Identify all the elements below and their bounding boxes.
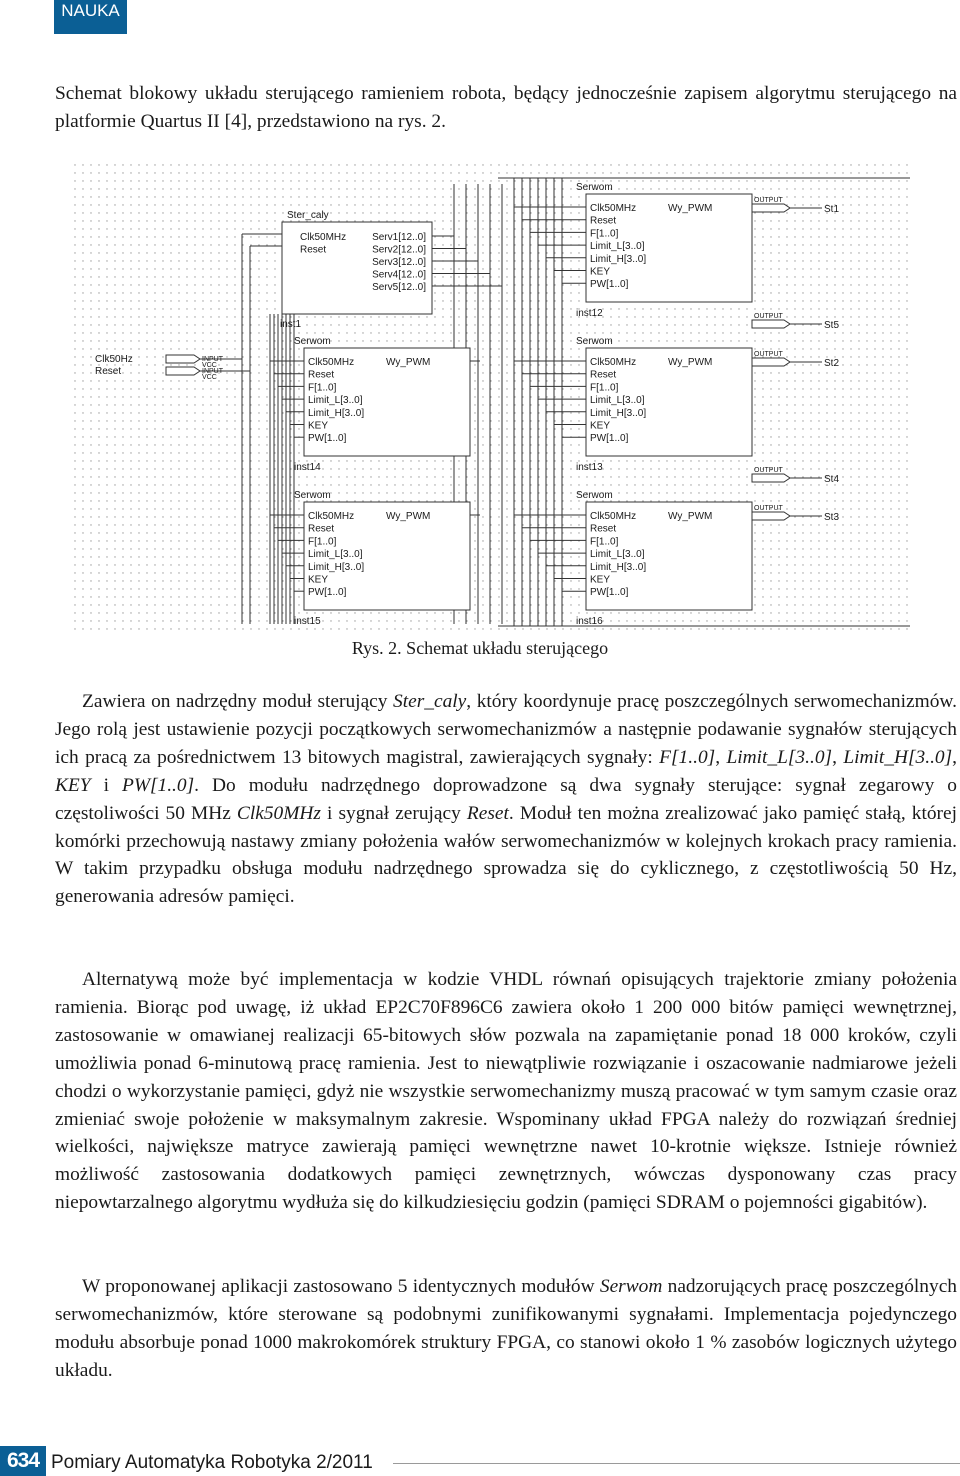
paragraph-2: Alternatywą może być implementacja w kodzie VHDL równań opisujących trajektorie zmiany położenia ramienia. Biorąc pod uwagę, iż układ EP2C70F896C6 zawiera około 1 200 000 bitów pamięci wewnętrznej, zastosowanie w omawianej realizacji 65-bitowych słów pozwala na zapamiętanie ponad 18 000 kroków, czyli umożliwia ponad 6-minutową pracę ramienia. Jest to niewątpliwie rozwiązanie i oszacowanie nadmiarowe jeżeli chodzi o wykorzystanie pamięci, gdyż nie wszystkie serwomechanizmy muszą pracować w tym samym czasie oraz zmieniać swoje położenie w maksymalnym zakresie. Wspominany układ FPGA należy do rozwiązań średniej wielkości, największe matryce zawierają pamięci wewnętrzne nawet 10-krotnie większe. Istnieje również możliwość zastosowania dodatkowych pamięci zewnętrznych, wówczas dysponowany czas pracy niepowtarzalnego algorytmu wydłuża się do kilkudziesięciu godzin (pamięci SDRAM o pojemności gigabitów). <box>55 969 957 1214</box>
p3-text-1: W proponowanej aplikacji zastosowano 5 identycznych modułów <box>82 1276 600 1297</box>
servo-port: PW[1..0] <box>590 587 629 599</box>
servo-port: PW[1..0] <box>590 279 629 291</box>
figure-caption: Rys. 2. Schemat układu sterującego <box>351 638 609 658</box>
page-number: 634 <box>0 1446 46 1476</box>
output-pin-name: St5 <box>824 320 840 331</box>
p1-text-4: i sygnał zerujący <box>320 802 467 824</box>
p1-limit-h: Limit_H[3..0] <box>843 746 953 768</box>
servo-module <box>294 336 470 473</box>
output-pin-shape <box>752 204 790 212</box>
servo-port: Clk50MHz <box>308 511 355 522</box>
p1-text-1: Zawiera on nadrzędny moduł sterujący <box>82 691 394 712</box>
output-pin-tag: OUTPUT <box>754 197 783 204</box>
output-pin-name: St1 <box>824 204 840 215</box>
p1-text-5: . Moduł ten można zrealizować jako pamięć stałą, której komórki przechowują nastawy zmiany położenia wałów serwomechanizmów w kolejnych krokach pracy ramienia. W takim przypadku obsługa modułu nadrzędnego sprowadza się do cyklicznego, z częstotliwością 50 Hz, generowania adresów pamięci. <box>55 802 957 908</box>
servo-instance: inst12 <box>576 308 603 319</box>
servo-port: F[1..0] <box>590 536 619 548</box>
output-pin-name: St3 <box>824 512 840 523</box>
output-pin-shape <box>752 320 790 328</box>
servo-port: PW[1..0] <box>308 587 347 599</box>
master-instance: inst1 <box>280 319 302 330</box>
input-pin-tag: INPUT <box>202 368 223 375</box>
servo-port: Clk50MHz <box>590 511 637 522</box>
input-pin-vcc: VCC <box>202 374 217 381</box>
servo-port: F[1..0] <box>308 536 337 548</box>
servo-port: PW[1..0] <box>308 433 347 445</box>
servo-port: PW[1..0] <box>590 433 629 445</box>
master-output-port: Serv5[12..0] <box>372 282 426 293</box>
servo-port: Reset <box>308 369 335 381</box>
p1-sep-4: i <box>90 774 122 796</box>
schematic-diagram <box>74 164 910 632</box>
master-output-port: Serv2[12..0] <box>372 244 426 256</box>
servo-title: Serwom <box>294 336 331 347</box>
servo-port: Clk50MHz <box>308 357 355 368</box>
p1-sep-3: , <box>952 746 958 768</box>
output-pin-name: St2 <box>824 358 840 369</box>
intro-paragraph: Schemat blokowy układu sterującego ramieniem robota, będący jednocześnie zapisem algorytmu sterującego na platformie Quartus II [4], przedstawiono na rys. 2. <box>55 83 957 132</box>
servo-port: Limit_L[3..0] <box>308 395 363 407</box>
master-output-port: Serv4[12..0] <box>372 269 426 281</box>
p1-reset: Reset <box>466 802 509 824</box>
input-pin-name: Clk50Hz <box>95 354 133 365</box>
servo-port: KEY <box>308 574 329 586</box>
servo-title: Serwom <box>576 182 613 193</box>
schematic-figure <box>74 164 910 632</box>
p3-text-2: nadzorujących pracę poszczególnych serwomechanizmów, które sterowane są podobnymi zunifikowanymi sygnałami. Implementacja pojedynczego modułu absorbuje ponad 1000 makrokomórek struktury FPGA, co stanowi około 1 % zasobów logicznych użytego układu. <box>55 1276 957 1381</box>
section-label: NAUKA <box>54 0 127 34</box>
servo-port: Limit_L[3..0] <box>308 549 363 561</box>
p1-key: KEY <box>55 774 91 796</box>
servo-module <box>294 490 470 627</box>
journal-name: Pomiary Automatyka Robotyka 2/2011 <box>51 1452 373 1473</box>
servo-port: Limit_L[3..0] <box>590 241 645 253</box>
master-input-port: Reset <box>300 244 327 256</box>
p1-f-signal: F[1..0] <box>659 746 716 768</box>
servo-instance: inst15 <box>294 616 321 627</box>
servo-port: F[1..0] <box>590 228 619 240</box>
input-pin-shape <box>166 367 200 375</box>
servo-output-port: Wy_PWM <box>668 511 713 522</box>
p1-pw: PW[1..0] <box>121 774 195 796</box>
servo-output-port: Wy_PWM <box>386 511 431 522</box>
servo-port: Clk50MHz <box>590 357 637 368</box>
input-pin-tag: INPUT <box>202 356 223 363</box>
p1-sep-2: , <box>832 746 844 768</box>
grid-background <box>74 164 910 632</box>
p1-sep-1: , <box>715 746 727 768</box>
output-pin-shape <box>752 358 790 366</box>
master-title: Ster_caly <box>287 210 329 221</box>
servo-module <box>576 336 752 473</box>
servo-port: Reset <box>590 215 617 227</box>
output-pin-shape <box>752 512 790 520</box>
output-pin-tag: OUTPUT <box>754 467 783 474</box>
input-pin-name: Reset <box>95 366 122 377</box>
servo-port: Clk50MHz <box>590 203 637 214</box>
footer-rule <box>393 1463 960 1464</box>
servo-port: Limit_H[3..0] <box>308 561 365 573</box>
output-pin-tag: OUTPUT <box>754 313 783 320</box>
master-output-port: Serv1[12..0] <box>372 232 426 243</box>
p1-ster-caly: Ster_caly <box>393 691 467 712</box>
servo-title: Serwom <box>576 490 613 501</box>
servo-title: Serwom <box>294 490 331 501</box>
servo-port: KEY <box>308 420 329 432</box>
p1-text-3: . Do modułu nadrzędnego doprowadzone są dwa sygnały sterujące: sygnał zegarowy o częstoliwości 50 MHz <box>55 774 957 824</box>
servo-port: Limit_H[3..0] <box>308 407 365 419</box>
output-pin-name: St4 <box>824 474 840 485</box>
servo-port: F[1..0] <box>590 382 619 394</box>
servo-module <box>576 490 752 627</box>
output-pin-shape <box>752 474 790 482</box>
servo-output-port: Wy_PWM <box>386 357 431 368</box>
servo-instance: inst16 <box>576 616 603 627</box>
servo-instance: inst13 <box>576 462 603 473</box>
servo-port: KEY <box>590 574 611 586</box>
servo-port: Reset <box>590 523 617 535</box>
input-pin-vcc: VCC <box>202 362 217 369</box>
master-output-port: Serv3[12..0] <box>372 257 426 268</box>
paragraph-3 <box>55 1273 957 1385</box>
p1-limit-l: Limit_L[3..0] <box>726 746 833 768</box>
master-input-port: Clk50MHz <box>300 232 347 243</box>
servo-instance: inst14 <box>294 462 321 473</box>
p1-clk: Clk50MHz <box>236 802 321 824</box>
servo-output-port: Wy_PWM <box>668 357 713 368</box>
servo-port: KEY <box>590 266 611 278</box>
servo-port: Limit_L[3..0] <box>590 395 645 407</box>
p3-serwom: Serwom <box>599 1276 663 1297</box>
p1-text-2: , który koordynuje pracę poszczególnych serwomechanizmów. Jego rolą jest ustawienie pozycji początkowych serwomechanizmów a następnie podawanie sygnałów sterujących ich pracą za pośrednictwem 13 bitowych magistral, zawierających sygnały: <box>55 691 957 768</box>
servo-port: Reset <box>308 523 335 535</box>
servo-module <box>576 182 752 319</box>
servo-port: F[1..0] <box>308 382 337 394</box>
servo-port: Reset <box>590 369 617 381</box>
servo-port: KEY <box>590 420 611 432</box>
input-pin-shape <box>166 355 200 363</box>
servo-port: Limit_H[3..0] <box>590 253 647 265</box>
servo-port: Limit_H[3..0] <box>590 561 647 573</box>
servo-port: Limit_L[3..0] <box>590 549 645 561</box>
output-pin-tag: OUTPUT <box>754 351 783 358</box>
servo-title: Serwom <box>576 336 613 347</box>
output-pin-tag: OUTPUT <box>754 505 783 512</box>
servo-port: Limit_H[3..0] <box>590 407 647 419</box>
paragraph-1 <box>55 688 957 911</box>
servo-output-port: Wy_PWM <box>668 203 713 214</box>
